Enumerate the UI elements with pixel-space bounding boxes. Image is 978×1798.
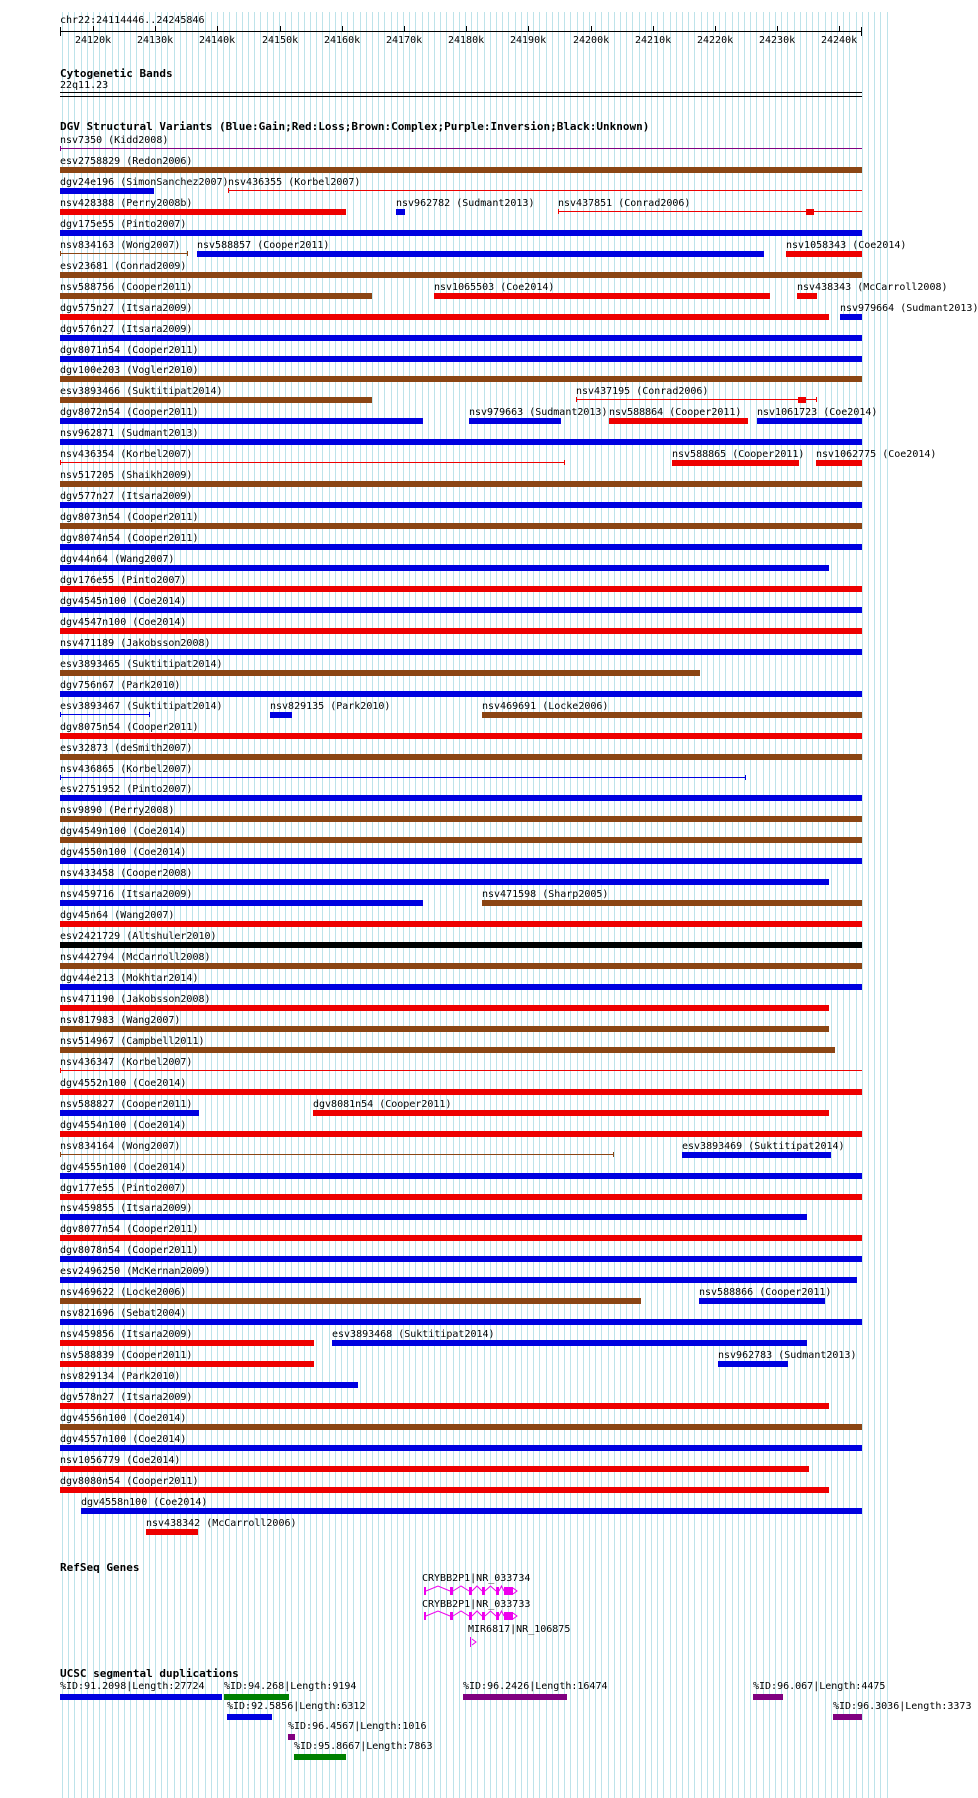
gene-label: MIR6817|NR_106875: [468, 1624, 571, 1635]
variant-label: nsv469691 (Locke2006): [482, 701, 609, 712]
variant-label: nsv817983 (Wang2007): [60, 1015, 181, 1026]
variant-bar: [60, 858, 862, 864]
variant-bar: [558, 211, 862, 212]
variant-label: nsv962783 (Sudmant2013): [718, 1350, 857, 1361]
variant-label: nsv7350 (Kidd2008): [60, 135, 169, 146]
ruler-tick: [217, 26, 218, 31]
segdup-bar: [463, 1694, 567, 1700]
variant-bar: [718, 1361, 788, 1367]
ruler-tick: [528, 26, 529, 31]
variant-label: nsv517205 (Shaikh2009): [60, 470, 193, 481]
variant-label: dgv4555n100 (Coe2014): [60, 1162, 187, 1173]
dgv-track-title: DGV Structural Variants (Blue:Gain;Red:Loss;Brown:Complex;Purple:Inversion;Black:Unknown): [60, 120, 650, 133]
segdup-bar: [224, 1694, 289, 1700]
variant-end-tick: [60, 251, 61, 256]
variant-label: nsv436355 (Korbel2007): [228, 177, 361, 188]
variant-end-tick: [60, 460, 61, 465]
variant-bar: [576, 399, 817, 400]
gene-exon: [424, 1612, 426, 1620]
ruler-end-right: [861, 27, 862, 36]
variant-bar: [60, 335, 862, 341]
variant-label: dgv4557n100 (Coe2014): [60, 1434, 187, 1445]
variant-label: nsv436347 (Korbel2007): [60, 1057, 193, 1068]
gene-exon: [469, 1587, 472, 1595]
gene-exon: [469, 1612, 472, 1620]
variant-bar: [60, 777, 746, 778]
ruler-tick: [653, 26, 654, 31]
variant-label: nsv588827 (Cooper2011): [60, 1099, 193, 1110]
variant-end-tick: [149, 712, 150, 717]
segdup-label: %ID:91.2098|Length:27724: [60, 1681, 205, 1692]
gene-exon: [482, 1587, 485, 1595]
ruler-tick: [155, 26, 156, 31]
variant-bar: [60, 1194, 862, 1200]
variant-bar: [699, 1298, 825, 1304]
variant-block: [806, 209, 814, 215]
variant-label: esv3893468 (Suktitipat2014): [332, 1329, 495, 1340]
variant-label: nsv459856 (Itsara2009): [60, 1329, 193, 1340]
segdup-track-title: UCSC segmental duplications: [60, 1667, 239, 1680]
variant-label: nsv834163 (Wong2007): [60, 240, 181, 251]
variant-bar: [60, 481, 862, 487]
variant-bar: [60, 984, 862, 990]
ruler-tick-label: 24200k: [573, 35, 610, 46]
variant-label: nsv469622 (Locke2006): [60, 1287, 187, 1298]
variant-label: esv3893469 (Suktitipat2014): [682, 1141, 845, 1152]
variant-label: esv3893467 (Suktitipat2014): [60, 701, 223, 712]
variant-bar: [60, 544, 862, 550]
variant-label: dgv4545n100 (Coe2014): [60, 596, 187, 607]
variant-bar: [332, 1340, 807, 1346]
variant-label: nsv588839 (Cooper2011): [60, 1350, 193, 1361]
variant-label: nsv442794 (McCarroll2008): [60, 952, 211, 963]
variant-label: dgv8081n54 (Cooper2011): [313, 1099, 452, 1110]
variant-label: nsv459716 (Itsara2009): [60, 889, 193, 900]
variant-label: nsv471190 (Jakobsson2008): [60, 994, 211, 1005]
variant-bar: [60, 670, 700, 676]
variant-bar: [60, 1403, 829, 1409]
variant-label: dgv4554n100 (Coe2014): [60, 1120, 187, 1131]
variant-label: nsv1062775 (Coe2014): [816, 449, 937, 460]
variant-label: nsv437851 (Conrad2006): [558, 198, 691, 209]
variant-label: nsv1056779 (Coe2014): [60, 1455, 181, 1466]
variant-bar: [270, 712, 292, 718]
variant-label: nsv962871 (Sudmant2013): [60, 428, 199, 439]
variant-bar: [482, 900, 862, 906]
gene-label: CRYBB2P1|NR_033734: [422, 1573, 531, 1584]
segdup-label: %ID:94.268|Length:9194: [224, 1681, 357, 1692]
gene-intron: [426, 1586, 504, 1591]
variant-bar: [60, 1235, 862, 1241]
variant-label: dgv176e55 (Pinto2007): [60, 575, 187, 586]
ruler-tick-label: 24240k: [821, 35, 858, 46]
variant-bar: [60, 1026, 829, 1032]
variant-label: nsv433458 (Cooper2008): [60, 868, 193, 879]
variant-bar: [60, 837, 862, 843]
ruler-tick-label: 24150k: [262, 35, 299, 46]
variant-bar: [60, 921, 862, 927]
variant-label: nsv588866 (Cooper2011): [699, 1287, 832, 1298]
variant-label: nsv428388 (Perry2008b): [60, 198, 193, 209]
segdup-label: %ID:96.4567|Length:1016: [288, 1721, 427, 1732]
variant-bar: [609, 418, 748, 424]
variant-label: dgv4556n100 (Coe2014): [60, 1413, 187, 1424]
variant-bar: [60, 963, 862, 969]
variant-label: nsv1061723 (Coe2014): [757, 407, 878, 418]
variant-bar: [60, 649, 862, 655]
variant-bar: [816, 460, 862, 466]
ruler-tick: [715, 26, 716, 31]
variant-bar: [60, 1089, 862, 1095]
variant-label: nsv588857 (Cooper2011): [197, 240, 330, 251]
variant-label: nsv436354 (Korbel2007): [60, 449, 193, 460]
variant-label: nsv514967 (Campbell2011): [60, 1036, 205, 1047]
variant-bar: [60, 733, 862, 739]
variant-bar: [60, 816, 862, 822]
gene-exon: [504, 1612, 513, 1620]
refseq-track-title: RefSeq Genes: [60, 1561, 140, 1574]
segdup-bar: [753, 1694, 783, 1700]
gene-exon: [504, 1587, 513, 1595]
variant-bar: [60, 230, 862, 236]
variant-label: esv3893466 (Suktitipat2014): [60, 386, 223, 397]
variant-bar: [197, 251, 764, 257]
variant-label: nsv829135 (Park2010): [270, 701, 391, 712]
variant-end-tick: [228, 188, 229, 193]
gene-exon: [496, 1587, 499, 1595]
variant-bar: [60, 523, 862, 529]
variant-label: esv2421729 (Altshuler2010): [60, 931, 217, 942]
cytoband-line-top: [60, 92, 862, 93]
variant-label: nsv471598 (Sharp2005): [482, 889, 609, 900]
variant-bar: [60, 942, 862, 948]
variant-bar: [396, 209, 405, 215]
gene-model: [424, 1610, 521, 1622]
region-label: chr22:24114446..24245846: [60, 15, 205, 26]
variant-label: dgv577n27 (Itsara2009): [60, 491, 193, 502]
variant-label: esv3893465 (Suktitipat2014): [60, 659, 223, 670]
variant-bar: [840, 314, 862, 320]
variant-end-tick: [60, 775, 61, 780]
variant-bar: [482, 712, 862, 718]
cytoband-line-bottom: [60, 96, 862, 97]
variant-bar: [60, 167, 862, 173]
variant-bar: [60, 376, 862, 382]
variant-label: dgv8074n54 (Cooper2011): [60, 533, 199, 544]
variant-bar: [60, 1173, 862, 1179]
variant-bar: [60, 607, 862, 613]
variant-label: dgv24e196 (SimonSanchez2007): [60, 177, 229, 188]
gene-exon: [450, 1587, 453, 1595]
variant-label: dgv8078n54 (Cooper2011): [60, 1245, 199, 1256]
variant-bar: [60, 439, 862, 445]
variant-bar: [60, 795, 862, 801]
variant-label: dgv175e55 (Pinto2007): [60, 219, 187, 230]
variant-bar: [60, 1298, 641, 1304]
variant-label: nsv1065503 (Coe2014): [434, 282, 555, 293]
variant-bar: [60, 1005, 829, 1011]
ruler-tick-label: 24130k: [137, 35, 174, 46]
variant-label: dgv8075n54 (Cooper2011): [60, 722, 199, 733]
variant-bar: [60, 1382, 358, 1388]
variant-label: dgv8077n54 (Cooper2011): [60, 1224, 199, 1235]
gene-exon: [424, 1587, 426, 1595]
variant-label: dgv44n64 (Wang2007): [60, 554, 175, 565]
variant-end-tick: [60, 1068, 61, 1073]
gene-exon: [470, 1637, 471, 1647]
variant-bar: [60, 1424, 862, 1430]
variant-end-tick: [558, 209, 559, 214]
ruler-end-left: [60, 27, 61, 36]
segdup-bar: [294, 1754, 346, 1760]
variant-label: nsv829134 (Park2010): [60, 1371, 181, 1382]
ruler-tick: [777, 26, 778, 31]
variant-bar: [797, 293, 817, 299]
variant-bar: [60, 148, 862, 149]
variant-label: dgv177e55 (Pinto2007): [60, 1183, 187, 1194]
variant-label: dgv44e213 (Mokhtar2014): [60, 973, 199, 984]
variant-bar: [60, 418, 423, 424]
gene-strand-arrow: [513, 1588, 517, 1594]
variant-bar: [757, 418, 862, 424]
variant-bar: [60, 314, 829, 320]
variant-label: dgv576n27 (Itsara2009): [60, 324, 193, 335]
variant-label: nsv588756 (Cooper2011): [60, 282, 193, 293]
variant-bar: [60, 209, 346, 215]
ruler-tick-label: 24120k: [75, 35, 112, 46]
variant-bar: [81, 1508, 862, 1514]
variant-block: [798, 397, 806, 403]
variant-label: nsv9890 (Perry2008): [60, 805, 175, 816]
variant-bar: [60, 1070, 862, 1071]
segdup-label: %ID:92.5856|Length:6312: [227, 1701, 366, 1712]
variant-bar: [60, 1340, 314, 1346]
variant-bar: [60, 1277, 857, 1283]
variant-label: esv2758829 (Redon2006): [60, 156, 193, 167]
cytoband-track-title: Cytogenetic Bands: [60, 67, 173, 80]
segdup-bar: [60, 1694, 222, 1700]
variant-label: nsv459855 (Itsara2009): [60, 1203, 193, 1214]
variant-label: dgv4552n100 (Coe2014): [60, 1078, 187, 1089]
variant-bar: [60, 1361, 314, 1367]
variant-bar: [60, 754, 862, 760]
variant-label: dgv4547n100 (Coe2014): [60, 617, 187, 628]
variant-label: dgv575n27 (Itsara2009): [60, 303, 193, 314]
variant-bar: [60, 1110, 199, 1116]
variant-label: nsv471189 (Jakobsson2008): [60, 638, 211, 649]
variant-bar: [60, 691, 862, 697]
variant-bar: [60, 565, 829, 571]
variant-label: nsv588864 (Cooper2011): [609, 407, 742, 418]
variant-label: esv32873 (deSmith2007): [60, 743, 193, 754]
ruler-tick-label: 24140k: [199, 35, 236, 46]
ruler-tick: [466, 26, 467, 31]
ruler-tick: [93, 26, 94, 31]
variant-label: dgv756n67 (Park2010): [60, 680, 181, 691]
variant-label: dgv4558n100 (Coe2014): [81, 1497, 208, 1508]
variant-bar: [60, 188, 154, 194]
variant-label: dgv45n64 (Wang2007): [60, 910, 175, 921]
segdup-bar: [227, 1714, 272, 1720]
variant-bar: [60, 879, 829, 885]
segdup-label: %ID:95.8667|Length:7863: [294, 1741, 433, 1752]
ruler-tick: [839, 26, 840, 31]
variant-label: esv2496250 (McKernan2009): [60, 1266, 211, 1277]
variant-label: dgv8072n54 (Cooper2011): [60, 407, 199, 418]
variant-label: nsv1058343 (Coe2014): [786, 240, 907, 251]
ruler-tick-label: 24180k: [448, 35, 485, 46]
ruler-tick: [342, 26, 343, 31]
variant-label: nsv821696 (Sebat2004): [60, 1308, 187, 1319]
ruler-tick-label: 24210k: [635, 35, 672, 46]
ruler-tick-label: 24220k: [697, 35, 734, 46]
variant-label: nsv979664 (Sudmant2013): [840, 303, 978, 314]
variant-bar: [60, 714, 150, 715]
segdup-label: %ID:96.3036|Length:3373: [833, 1701, 972, 1712]
segdup-label: %ID:96.2426|Length:16474: [463, 1681, 608, 1692]
variant-bar: [60, 1214, 807, 1220]
variant-bar: [60, 1445, 862, 1451]
variant-bar: [60, 397, 372, 403]
gene-exon: [496, 1612, 499, 1620]
variant-end-tick: [745, 775, 746, 780]
variant-bar: [60, 1466, 809, 1472]
variant-label: nsv438342 (McCarroll2006): [146, 1518, 297, 1529]
variant-bar: [60, 1319, 862, 1325]
variant-bar: [146, 1529, 198, 1535]
gene-strand-arrow: [513, 1613, 517, 1619]
gene-model: [470, 1636, 482, 1648]
variant-label: dgv8071n54 (Cooper2011): [60, 345, 199, 356]
variant-bar: [469, 418, 561, 424]
variant-end-tick: [576, 397, 577, 402]
gene-intron: [426, 1611, 504, 1616]
variant-end-tick: [60, 146, 61, 151]
gene-label: CRYBB2P1|NR_033733: [422, 1599, 531, 1610]
variant-label: dgv8073n54 (Cooper2011): [60, 512, 199, 523]
variant-bar: [60, 462, 565, 463]
variant-label: esv23681 (Conrad2009): [60, 261, 187, 272]
ruler-tick-label: 24190k: [510, 35, 547, 46]
variant-bar: [60, 1131, 862, 1137]
segdup-bar: [288, 1734, 295, 1740]
variant-bar: [682, 1152, 831, 1158]
variant-label: nsv979663 (Sudmant2013): [469, 407, 608, 418]
cytoband-label: 22q11.23: [60, 80, 109, 91]
variant-bar: [60, 253, 188, 254]
variant-label: dgv8080n54 (Cooper2011): [60, 1476, 199, 1487]
gene-model: [424, 1585, 521, 1597]
variant-label: esv2751952 (Pinto2007): [60, 784, 193, 795]
variant-end-tick: [564, 460, 565, 465]
variant-end-tick: [60, 1152, 61, 1157]
segdup-bar: [833, 1714, 862, 1720]
variant-bar: [60, 1487, 829, 1493]
variant-end-tick: [187, 251, 188, 256]
variant-bar: [672, 460, 799, 466]
ruler-tick: [280, 26, 281, 31]
ruler-tick-label: 24230k: [759, 35, 796, 46]
variant-label: dgv100e203 (Vogler2010): [60, 365, 199, 376]
variant-label: dgv4549n100 (Coe2014): [60, 826, 187, 837]
variant-label: dgv578n27 (Itsara2009): [60, 1392, 193, 1403]
variant-bar: [786, 251, 862, 257]
variant-end-tick: [60, 712, 61, 717]
gene-strand-arrow: [472, 1639, 476, 1645]
variant-label: nsv436865 (Korbel2007): [60, 764, 193, 775]
variant-label: nsv834164 (Wong2007): [60, 1141, 181, 1152]
variant-bar: [60, 628, 862, 634]
ruler-tick-label: 24170k: [386, 35, 423, 46]
variant-label: nsv588865 (Cooper2011): [672, 449, 805, 460]
variant-bar: [60, 356, 862, 362]
gene-exon: [450, 1612, 453, 1620]
variant-bar: [60, 1154, 614, 1155]
variant-end-tick: [816, 397, 817, 402]
variant-bar: [60, 1256, 862, 1262]
ruler-line: [60, 31, 862, 32]
variant-bar: [60, 586, 862, 592]
segdup-label: %ID:96.067|Length:4475: [753, 1681, 886, 1692]
ruler-tick: [591, 26, 592, 31]
variant-label: dgv4550n100 (Coe2014): [60, 847, 187, 858]
variant-bar: [60, 900, 423, 906]
variant-bar: [434, 293, 770, 299]
variant-bar: [60, 272, 862, 278]
ruler-tick: [404, 26, 405, 31]
ruler-tick-label: 24160k: [324, 35, 361, 46]
variant-bar: [313, 1110, 829, 1116]
gene-exon: [482, 1612, 485, 1620]
variant-bar: [60, 502, 862, 508]
variant-label: nsv438343 (McCarroll2008): [797, 282, 948, 293]
variant-label: nsv962782 (Sudmant2013): [396, 198, 535, 209]
variant-bar: [228, 190, 862, 191]
variant-label: nsv437195 (Conrad2006): [576, 386, 709, 397]
variant-end-tick: [613, 1152, 614, 1157]
variant-bar: [60, 293, 372, 299]
variant-bar: [60, 1047, 835, 1053]
